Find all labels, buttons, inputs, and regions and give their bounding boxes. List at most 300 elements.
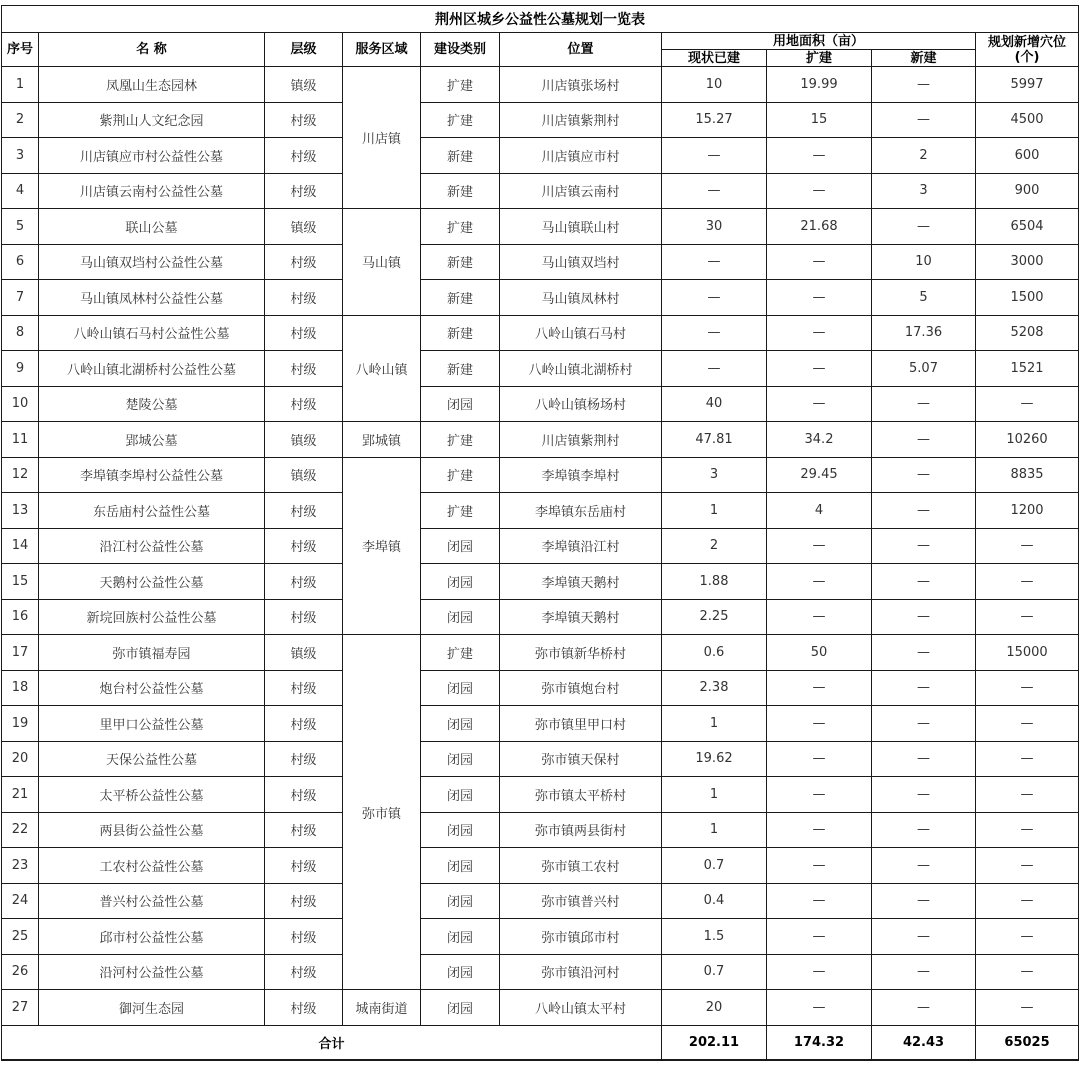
cell-name: 八岭山镇石马村公益性公墓 <box>39 315 265 351</box>
table-row <box>2 564 1079 600</box>
cell-planned-plots: — <box>976 919 1079 955</box>
cell-name: 沿河村公益性公墓 <box>39 954 265 990</box>
cell-land-expand: — <box>767 777 872 813</box>
bottom-border-rule <box>1 1059 1078 1061</box>
cell-land-existing: 0.7 <box>662 848 767 884</box>
cell-build-type: 闭园 <box>421 741 500 777</box>
cell-build-type: 闭园 <box>421 386 500 422</box>
cell-level: 镇级 <box>265 457 343 493</box>
cell-build-type: 闭园 <box>421 564 500 600</box>
cell-location: 弥市镇里甲口村 <box>500 706 662 742</box>
cell-land-new: — <box>872 954 976 990</box>
table-row <box>2 138 1079 174</box>
table-row <box>2 741 1079 777</box>
total-expand: 174.32 <box>767 1025 872 1060</box>
cell-build-type: 闭园 <box>421 812 500 848</box>
cell-index: 27 <box>2 990 39 1026</box>
cell-index: 4 <box>2 173 39 209</box>
cell-land-expand: — <box>767 386 872 422</box>
cell-land-expand: — <box>767 812 872 848</box>
cell-land-existing: — <box>662 244 767 280</box>
cell-index: 16 <box>2 599 39 635</box>
cell-land-new: — <box>872 422 976 458</box>
cell-land-expand: — <box>767 599 872 635</box>
cell-land-expand: 15 <box>767 102 872 138</box>
cell-land-expand: — <box>767 564 872 600</box>
cell-land-existing: 0.6 <box>662 635 767 671</box>
cell-service-area: 马山镇 <box>343 209 421 316</box>
cell-name: 马山镇双垱村公益性公墓 <box>39 244 265 280</box>
cell-index: 15 <box>2 564 39 600</box>
cell-level: 村级 <box>265 386 343 422</box>
cell-land-existing: 1.88 <box>662 564 767 600</box>
header-planned-plots <box>976 33 1079 67</box>
cell-index: 9 <box>2 351 39 387</box>
cell-name: 楚陵公墓 <box>39 386 265 422</box>
cell-index: 23 <box>2 848 39 884</box>
table-row <box>2 812 1079 848</box>
table-body <box>2 67 1079 1026</box>
cell-location: 川店镇张场村 <box>500 67 662 103</box>
cell-service-area: 李埠镇 <box>343 457 421 635</box>
table-row <box>2 102 1079 138</box>
cell-level: 村级 <box>265 741 343 777</box>
header-land-new: 新建 <box>872 50 976 67</box>
cell-name: 邱市村公益性公墓 <box>39 919 265 955</box>
cell-level: 村级 <box>265 883 343 919</box>
table-row <box>2 777 1079 813</box>
cell-location: 李埠镇李埠村 <box>500 457 662 493</box>
header-land-area-group: 用地面积（亩） <box>662 33 976 50</box>
cell-level: 村级 <box>265 528 343 564</box>
cell-index: 13 <box>2 493 39 529</box>
cell-planned-plots: — <box>976 883 1079 919</box>
header-level: 层级 <box>265 33 343 67</box>
cell-name: 李埠镇李埠村公益性公墓 <box>39 457 265 493</box>
table-row <box>2 599 1079 635</box>
cell-name: 御河生态园 <box>39 990 265 1026</box>
cell-index: 17 <box>2 635 39 671</box>
cell-land-expand: — <box>767 173 872 209</box>
cell-index: 7 <box>2 280 39 316</box>
cell-land-expand: 29.45 <box>767 457 872 493</box>
cell-land-new: 10 <box>872 244 976 280</box>
table-row <box>2 315 1079 351</box>
cell-build-type: 扩建 <box>421 493 500 529</box>
cell-name: 天保公益性公墓 <box>39 741 265 777</box>
cell-index: 26 <box>2 954 39 990</box>
cell-land-expand: 19.99 <box>767 67 872 103</box>
table-row <box>2 422 1079 458</box>
cell-planned-plots: 1521 <box>976 351 1079 387</box>
cell-land-existing: 1 <box>662 706 767 742</box>
cell-planned-plots: 4500 <box>976 102 1079 138</box>
cell-level: 村级 <box>265 990 343 1026</box>
cell-land-existing: 3 <box>662 457 767 493</box>
table-row <box>2 883 1079 919</box>
cell-build-type: 新建 <box>421 138 500 174</box>
cell-level: 村级 <box>265 777 343 813</box>
table-row <box>2 635 1079 671</box>
cell-land-existing: 1 <box>662 777 767 813</box>
cell-build-type: 扩建 <box>421 635 500 671</box>
cell-index: 25 <box>2 919 39 955</box>
cell-location: 弥市镇邱市村 <box>500 919 662 955</box>
cell-index: 3 <box>2 138 39 174</box>
cell-land-existing: 2 <box>662 528 767 564</box>
cell-build-type: 新建 <box>421 173 500 209</box>
cell-name: 弥市镇福寿园 <box>39 635 265 671</box>
cell-land-existing: — <box>662 138 767 174</box>
cell-land-new: — <box>872 528 976 564</box>
total-existing: 202.11 <box>662 1025 767 1060</box>
cell-planned-plots: 5208 <box>976 315 1079 351</box>
cell-index: 22 <box>2 812 39 848</box>
cell-land-existing: — <box>662 351 767 387</box>
header-build-type: 建设类别 <box>421 33 500 67</box>
cell-land-new: — <box>872 990 976 1026</box>
table-row <box>2 457 1079 493</box>
table-row <box>2 351 1079 387</box>
cell-name: 川店镇云南村公益性公墓 <box>39 173 265 209</box>
cell-planned-plots: — <box>976 954 1079 990</box>
cell-land-existing: 15.27 <box>662 102 767 138</box>
cell-land-new: — <box>872 919 976 955</box>
cell-level: 村级 <box>265 138 343 174</box>
cell-location: 川店镇紫荆村 <box>500 422 662 458</box>
table-row <box>2 954 1079 990</box>
cell-location: 马山镇双垱村 <box>500 244 662 280</box>
cell-name: 联山公墓 <box>39 209 265 245</box>
header-name: 名 称 <box>39 33 265 67</box>
cell-build-type: 闭园 <box>421 919 500 955</box>
total-label: 合计 <box>2 1025 662 1060</box>
cell-planned-plots: — <box>976 848 1079 884</box>
cell-land-expand: — <box>767 848 872 884</box>
cell-index: 1 <box>2 67 39 103</box>
cell-name: 普兴村公益性公墓 <box>39 883 265 919</box>
cell-land-new: — <box>872 670 976 706</box>
cell-land-existing: 1 <box>662 493 767 529</box>
table-row <box>2 244 1079 280</box>
cell-planned-plots: 900 <box>976 173 1079 209</box>
cell-level: 村级 <box>265 848 343 884</box>
cell-name: 工农村公益性公墓 <box>39 848 265 884</box>
cell-name: 川店镇应市村公益性公墓 <box>39 138 265 174</box>
cell-land-new: — <box>872 635 976 671</box>
cell-land-new: — <box>872 706 976 742</box>
table-row <box>2 919 1079 955</box>
table-row <box>2 670 1079 706</box>
cell-name: 郢城公墓 <box>39 422 265 458</box>
cell-land-new: 5.07 <box>872 351 976 387</box>
cell-land-new: 17.36 <box>872 315 976 351</box>
cell-location: 弥市镇天保村 <box>500 741 662 777</box>
table-row <box>2 990 1079 1026</box>
cell-land-new: — <box>872 741 976 777</box>
cell-planned-plots: 1200 <box>976 493 1079 529</box>
cell-build-type: 扩建 <box>421 457 500 493</box>
cell-land-expand: — <box>767 741 872 777</box>
cell-build-type: 闭园 <box>421 848 500 884</box>
cell-index: 12 <box>2 457 39 493</box>
total-row <box>2 1025 1079 1060</box>
header-location: 位置 <box>500 33 662 67</box>
cell-index: 24 <box>2 883 39 919</box>
table-row <box>2 67 1079 103</box>
cell-land-existing: 10 <box>662 67 767 103</box>
cell-land-expand: — <box>767 883 872 919</box>
cell-index: 8 <box>2 315 39 351</box>
cell-service-area: 川店镇 <box>343 67 421 209</box>
table-row <box>2 386 1079 422</box>
cell-land-new: — <box>872 777 976 813</box>
cell-land-existing: 20 <box>662 990 767 1026</box>
cell-planned-plots: 15000 <box>976 635 1079 671</box>
cell-level: 村级 <box>265 280 343 316</box>
cell-land-expand: 34.2 <box>767 422 872 458</box>
cell-land-new: — <box>872 599 976 635</box>
cell-land-existing: 40 <box>662 386 767 422</box>
cell-land-existing: — <box>662 280 767 316</box>
cell-land-expand: 4 <box>767 493 872 529</box>
header-service-area: 服务区域 <box>343 33 421 67</box>
cell-level: 村级 <box>265 493 343 529</box>
cell-planned-plots: — <box>976 812 1079 848</box>
cell-build-type: 闭园 <box>421 706 500 742</box>
cell-land-expand: — <box>767 351 872 387</box>
cell-land-existing: 2.38 <box>662 670 767 706</box>
table-row <box>2 706 1079 742</box>
total-plots: 65025 <box>976 1025 1079 1060</box>
cell-index: 21 <box>2 777 39 813</box>
cell-land-new: — <box>872 386 976 422</box>
cell-location: 马山镇凤林村 <box>500 280 662 316</box>
cell-land-expand: — <box>767 670 872 706</box>
cell-land-new: — <box>872 812 976 848</box>
cell-planned-plots: — <box>976 990 1079 1026</box>
table-row <box>2 209 1079 245</box>
cell-level: 村级 <box>265 351 343 387</box>
cell-index: 2 <box>2 102 39 138</box>
cell-build-type: 闭园 <box>421 883 500 919</box>
cell-level: 镇级 <box>265 67 343 103</box>
cell-land-existing: 0.7 <box>662 954 767 990</box>
cell-land-new: — <box>872 883 976 919</box>
cell-location: 马山镇联山村 <box>500 209 662 245</box>
cell-land-existing: 19.62 <box>662 741 767 777</box>
cell-planned-plots: 5997 <box>976 67 1079 103</box>
cell-index: 11 <box>2 422 39 458</box>
cell-name: 沿江村公益性公墓 <box>39 528 265 564</box>
cell-land-existing: 1 <box>662 812 767 848</box>
cell-location: 李埠镇天鹅村 <box>500 564 662 600</box>
table-row <box>2 493 1079 529</box>
cell-land-existing: 2.25 <box>662 599 767 635</box>
cell-service-area: 城南街道 <box>343 990 421 1026</box>
cell-name: 天鹅村公益性公墓 <box>39 564 265 600</box>
cell-planned-plots: 600 <box>976 138 1079 174</box>
cell-planned-plots: 8835 <box>976 457 1079 493</box>
cell-level: 村级 <box>265 954 343 990</box>
cell-land-expand: — <box>767 315 872 351</box>
cell-planned-plots: — <box>976 777 1079 813</box>
cell-land-expand: — <box>767 919 872 955</box>
cell-planned-plots: — <box>976 386 1079 422</box>
cell-index: 18 <box>2 670 39 706</box>
cell-land-expand: — <box>767 244 872 280</box>
cell-index: 6 <box>2 244 39 280</box>
cell-index: 19 <box>2 706 39 742</box>
cell-name: 马山镇凤林村公益性公墓 <box>39 280 265 316</box>
cell-planned-plots: — <box>976 564 1079 600</box>
cell-service-area: 八岭山镇 <box>343 315 421 422</box>
cell-level: 镇级 <box>265 635 343 671</box>
cell-index: 10 <box>2 386 39 422</box>
cell-build-type: 新建 <box>421 315 500 351</box>
cell-location: 弥市镇炮台村 <box>500 670 662 706</box>
cell-build-type: 闭园 <box>421 599 500 635</box>
cell-land-expand: 50 <box>767 635 872 671</box>
cell-location: 八岭山镇杨场村 <box>500 386 662 422</box>
cell-level: 村级 <box>265 706 343 742</box>
cell-planned-plots: 3000 <box>976 244 1079 280</box>
cell-build-type: 新建 <box>421 280 500 316</box>
cell-service-area: 郢城镇 <box>343 422 421 458</box>
cell-land-new: — <box>872 67 976 103</box>
cell-level: 村级 <box>265 812 343 848</box>
cell-land-expand: — <box>767 954 872 990</box>
cell-build-type: 扩建 <box>421 422 500 458</box>
header-index: 序号 <box>2 33 39 67</box>
total-new: 42.43 <box>872 1025 976 1060</box>
cemetery-plan-table <box>1 5 1079 1061</box>
cell-location: 弥市镇普兴村 <box>500 883 662 919</box>
cell-level: 镇级 <box>265 422 343 458</box>
cell-location: 弥市镇两县街村 <box>500 812 662 848</box>
header-planned-plots-line2: (个) <box>1014 49 1040 65</box>
cell-name: 凤凰山生态园林 <box>39 67 265 103</box>
cell-land-new: — <box>872 102 976 138</box>
cell-land-expand: — <box>767 706 872 742</box>
cell-name: 新垸回族村公益性公墓 <box>39 599 265 635</box>
cell-index: 20 <box>2 741 39 777</box>
cell-level: 村级 <box>265 244 343 280</box>
cell-land-expand: — <box>767 990 872 1026</box>
cell-location: 八岭山镇太平村 <box>500 990 662 1026</box>
table-row <box>2 173 1079 209</box>
cell-land-new: 3 <box>872 173 976 209</box>
cell-name: 炮台村公益性公墓 <box>39 670 265 706</box>
cell-planned-plots: 10260 <box>976 422 1079 458</box>
cell-planned-plots: — <box>976 706 1079 742</box>
cell-land-existing: — <box>662 173 767 209</box>
cell-location: 李埠镇天鹅村 <box>500 599 662 635</box>
cell-build-type: 扩建 <box>421 67 500 103</box>
cell-build-type: 闭园 <box>421 528 500 564</box>
cell-name: 太平桥公益性公墓 <box>39 777 265 813</box>
cell-land-new: — <box>872 564 976 600</box>
cell-level: 村级 <box>265 670 343 706</box>
cell-land-existing: 30 <box>662 209 767 245</box>
cell-level: 镇级 <box>265 209 343 245</box>
table-title: 荆州区城乡公益性公墓规划一览表 <box>2 6 1079 33</box>
cell-location: 川店镇云南村 <box>500 173 662 209</box>
cell-level: 村级 <box>265 315 343 351</box>
cell-build-type: 新建 <box>421 244 500 280</box>
cell-level: 村级 <box>265 919 343 955</box>
cell-land-new: — <box>872 457 976 493</box>
cell-name: 东岳庙村公益性公墓 <box>39 493 265 529</box>
cell-land-new: — <box>872 209 976 245</box>
cell-land-new: — <box>872 848 976 884</box>
cell-location: 川店镇应市村 <box>500 138 662 174</box>
cell-planned-plots: — <box>976 741 1079 777</box>
header-planned-plots-line1: 规划新增穴位 <box>988 34 1067 50</box>
table-row <box>2 848 1079 884</box>
cell-level: 村级 <box>265 564 343 600</box>
cell-location: 八岭山镇石马村 <box>500 315 662 351</box>
cell-name: 两县街公益性公墓 <box>39 812 265 848</box>
cell-build-type: 新建 <box>421 351 500 387</box>
cell-planned-plots: — <box>976 528 1079 564</box>
cell-build-type: 闭园 <box>421 954 500 990</box>
cell-service-area: 弥市镇 <box>343 635 421 990</box>
cell-land-expand: — <box>767 528 872 564</box>
cell-level: 村级 <box>265 173 343 209</box>
cell-location: 弥市镇新华桥村 <box>500 635 662 671</box>
cell-index: 14 <box>2 528 39 564</box>
cell-location: 弥市镇沿河村 <box>500 954 662 990</box>
cell-location: 川店镇紫荆村 <box>500 102 662 138</box>
cell-land-new: — <box>872 493 976 529</box>
cell-land-new: 5 <box>872 280 976 316</box>
cell-planned-plots: — <box>976 599 1079 635</box>
cell-land-expand: — <box>767 138 872 174</box>
cell-build-type: 闭园 <box>421 670 500 706</box>
cell-land-existing: 1.5 <box>662 919 767 955</box>
cell-location: 弥市镇太平桥村 <box>500 777 662 813</box>
cell-planned-plots: 6504 <box>976 209 1079 245</box>
cell-level: 村级 <box>265 102 343 138</box>
cell-land-existing: 47.81 <box>662 422 767 458</box>
cell-name: 八岭山镇北湖桥村公益性公墓 <box>39 351 265 387</box>
cell-land-existing: 0.4 <box>662 883 767 919</box>
cell-name: 里甲口公益性公墓 <box>39 706 265 742</box>
cell-build-type: 扩建 <box>421 102 500 138</box>
cell-location: 弥市镇工农村 <box>500 848 662 884</box>
header-land-expand: 扩建 <box>767 50 872 67</box>
header-land-existing: 现状已建 <box>662 50 767 67</box>
cell-land-expand: — <box>767 280 872 316</box>
cell-location: 李埠镇沿江村 <box>500 528 662 564</box>
cell-build-type: 闭园 <box>421 777 500 813</box>
cell-build-type: 扩建 <box>421 209 500 245</box>
cell-location: 八岭山镇北湖桥村 <box>500 351 662 387</box>
cell-land-new: 2 <box>872 138 976 174</box>
cell-land-existing: — <box>662 315 767 351</box>
cell-land-expand: 21.68 <box>767 209 872 245</box>
cell-planned-plots: — <box>976 670 1079 706</box>
cell-location: 李埠镇东岳庙村 <box>500 493 662 529</box>
cell-planned-plots: 1500 <box>976 280 1079 316</box>
cell-build-type: 闭园 <box>421 990 500 1026</box>
cell-name: 紫荆山人文纪念园 <box>39 102 265 138</box>
cell-level: 村级 <box>265 599 343 635</box>
table-row <box>2 528 1079 564</box>
table-row <box>2 280 1079 316</box>
cell-index: 5 <box>2 209 39 245</box>
